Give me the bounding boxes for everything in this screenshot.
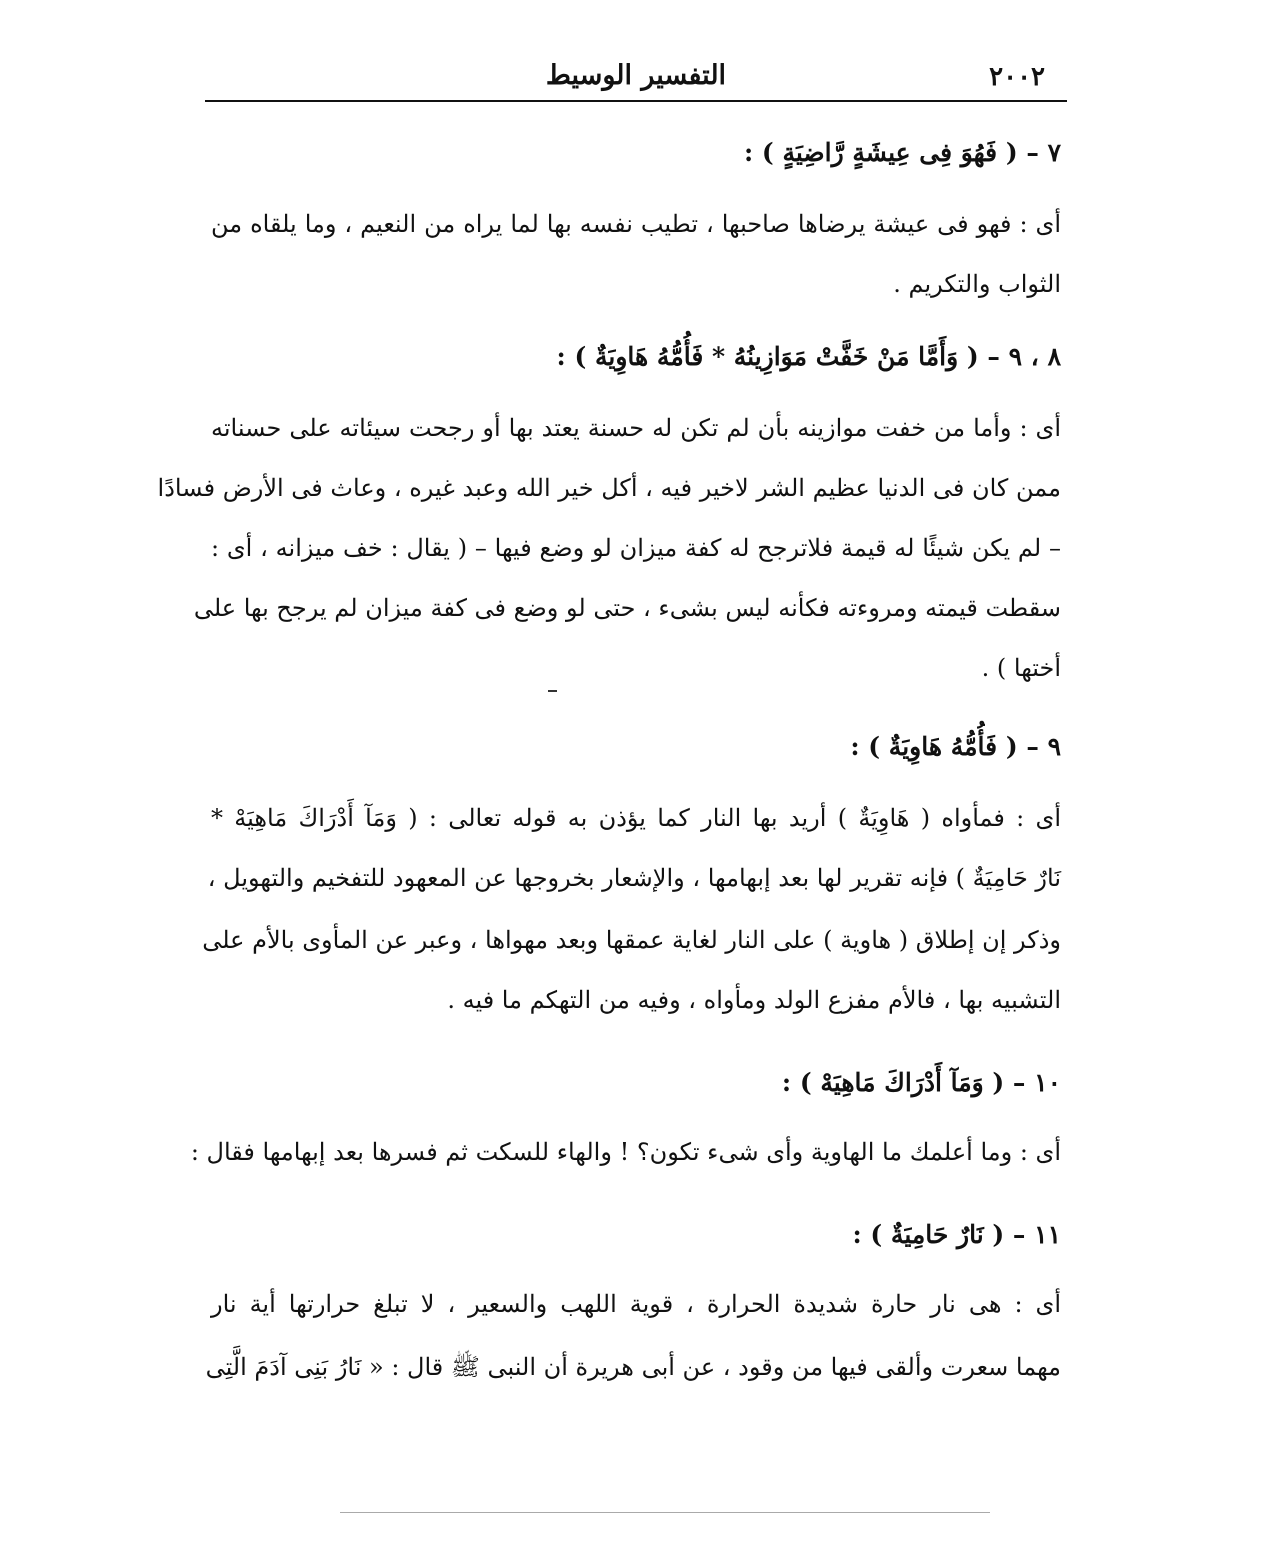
commentary-line: وذكر إن إطلاق ( هاوية ) على النار لغاية عمقها وبعد مهواها ، وعبر عن المأوى بالأم على <box>202 926 1061 954</box>
commentary-line: نَارٌ حَامِيَةٌ ) فإنه تقرير لها بعد إبهامها ، والإشعار بخروجها عن المعهود للتفخيم والتهويل ، <box>207 864 1061 892</box>
verse-heading: ١٠ – ( وَمَآ أَدْرَاكَ مَاهِيَهْ ) : <box>781 1068 1061 1097</box>
verse-heading: ٨ ، ٩ – ( وَأَمَّا مَنْ خَفَّتْ مَوَازِينُهُ * فَأُمُّهُ هَاوِيَةٌ ) : <box>556 342 1061 371</box>
commentary-line: مهما سعرت وألقى فيها من وقود ، عن أبى هريرة أن النبى ﷺ قال : « نَارُ بَنِى آدَمَ الَّتِى <box>205 1353 1061 1381</box>
verse-heading: ٧ – ( فَهُوَ فِى عِيشَةٍ رَّاضِيَةٍ ) : <box>744 138 1061 167</box>
commentary-line: أى : فهو فى عيشة يرضاها صاحبها ، تطيب نفسه بها لما يراه من النعيم ، وما يلقاه من <box>211 210 1061 238</box>
commentary-line: أى : فمأواه ( هَاوِيَةٌ ) أريد بها النار كما يؤذن به قوله تعالى : ( وَمَآ أَدْرَاكَ مَاهِيَهْ * <box>211 804 1061 832</box>
header-divider <box>205 100 1067 102</box>
page-number: ٢٠٠٢ <box>989 62 1045 92</box>
commentary-line: أختها ) . <box>981 654 1061 682</box>
book-title: التفسير الوسيط <box>545 60 727 91</box>
commentary-line: أى : وما أعلمك ما الهاوية وأى شىء تكون؟ ! والهاء للسكت ثم فسرها بعد إبهامها فقال : <box>190 1138 1061 1166</box>
verse-heading: ١١ – ( نَارٌ حَامِيَةٌ ) : <box>852 1220 1061 1249</box>
verse-heading: ٩ – ( فَأُمُّهُ هَاوِيَةٌ ) : <box>850 732 1061 761</box>
commentary-line: ممن كان فى الدنيا عظيم الشر لاخير فيه ، أكل خير الله وعبد غيره ، وعاث فى الأرض فسادًا <box>157 474 1061 502</box>
page-header <box>205 58 1067 98</box>
commentary-line: سقطت قيمته ومروءته فكأنه ليس بشىء ، حتى لو وضع فى كفة ميزان لم يرجح بها على <box>193 594 1061 622</box>
commentary-line: التشبيه بها ، فالأم مفزع الولد ومأواه ، وفيه من التهكم ما فيه . <box>447 986 1061 1014</box>
commentary-line: أى : وأما من خفت موازينه بأن لم تكن له حسنة يعتد بها أو رجحت سيئاته على حسناته <box>211 414 1061 442</box>
commentary-line: أى : هى نار حارة شديدة الحرارة ، قوية اللهب والسعير ، لا تبلغ حرارتها أية نار <box>211 1290 1061 1318</box>
footer-divider <box>340 1512 990 1513</box>
commentary-line: – لم يكن شيئًا له قيمة فلاترجح له كفة ميزان لو وضع فيها – ( يقال : خف ميزانه ، أى : <box>211 534 1061 562</box>
commentary-line: الثواب والتكريم . <box>893 270 1061 298</box>
print-mark <box>548 690 557 692</box>
